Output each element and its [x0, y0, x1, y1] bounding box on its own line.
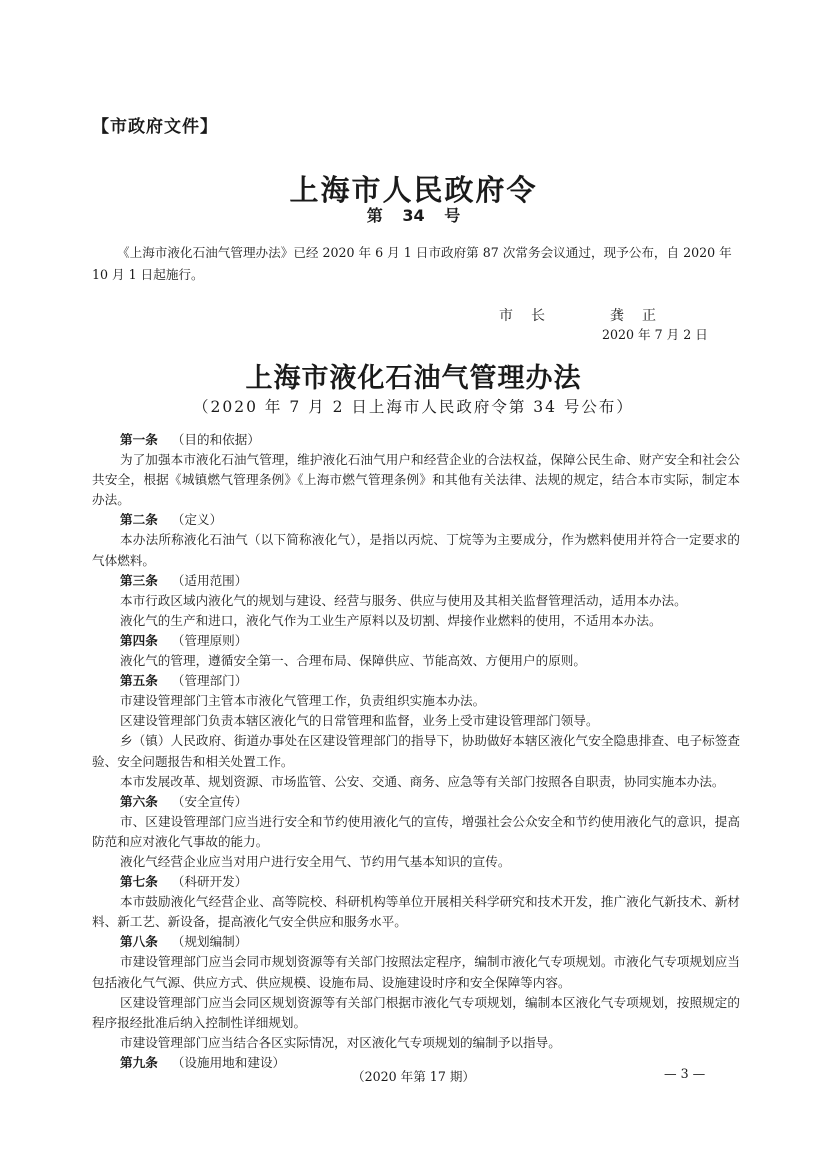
article-paragraph: 本市鼓励液化气经营企业、高等院校、科研机构等单位开展相关科学研究和技术开发，推广液化气新技术、新材料、新工艺、新设备，提高液化气安全供应和服务水平。: [92, 894, 740, 930]
article-paragraph: 市建设管理部门应当会同市规划资源等有关部门按照法定程序，编制市液化气专项规划。市液化气专项规划应当包括液化气气源、供应方式、供应规模、设施布局、设施建设时序和安全保障等内容。: [92, 954, 740, 990]
article-heading: [92, 872, 740, 892]
article-heading: [92, 510, 740, 530]
article-heading: [92, 430, 740, 450]
page-number: — 3 —: [664, 1066, 706, 1081]
article-number: 第七条: [120, 874, 158, 890]
preamble-paragraph: 《上海市液化石油气管理办法》已经 2020 年 6 月 1 日市政府第 87 次常务会议通过，现予公布，自 2020 年 10 月 1 日起施行。: [92, 245, 732, 282]
article-topic: （管理部门）: [171, 673, 248, 689]
article-topic: （定义）: [171, 512, 223, 528]
article-paragraph: 乡（镇）人民政府、街道办事处在区建设管理部门的指导下，协助做好本辖区液化气安全隐患排查、电子标签查验、安全问题报告和相关处置工作。: [92, 733, 740, 769]
article-heading: [92, 671, 740, 691]
issue-number: （2020 年第 17 期）: [351, 1069, 476, 1084]
article-topic: （安全宣传）: [171, 793, 248, 809]
signer-name: 龚正: [610, 308, 674, 324]
signing-date: 2020 年 7 月 2 日: [602, 327, 708, 342]
article-topic: （管理原则）: [171, 632, 248, 648]
article-topic: （规划编制）: [171, 934, 248, 950]
article-paragraph: 市建设管理部门应当结合各区实际情况，对区液化气专项规划的编制予以指导。: [120, 1034, 561, 1050]
article-paragraph: 市建设管理部门主管本市液化气管理工作，负责组织实施本办法。: [120, 693, 486, 709]
article-paragraph: 本办法所称液化石油气（以下简称液化气），是指以丙烷、丁烷等为主要成分，作为燃料使用并符合一定要求的气体燃料。: [92, 532, 740, 568]
article-heading: [92, 571, 740, 591]
article-number: 第九条: [120, 1054, 158, 1070]
article-topic: （适用范围）: [171, 572, 248, 588]
article-paragraph: 区建设管理部门应当会同区规划资源等有关部门根据市液化气专项规划，编制本区液化气专项规划，按照规定的程序报经批准后纳入控制性详细规划。: [92, 994, 740, 1030]
article-heading: [92, 631, 740, 651]
regulation-body: [92, 430, 740, 1073]
decree-title: 上海市人民政府令: [289, 173, 538, 207]
article-paragraph: 液化气的生产和进口，液化气作为工业生产原料以及切割、焊接作业燃料的使用，不适用本办法。: [120, 612, 662, 628]
article-paragraph: 本市发展改革、规划资源、市场监管、公安、交通、商务、应急等有关部门按照各自职责，协同实施本办法。: [120, 773, 725, 789]
article-number: 第二条: [120, 512, 158, 528]
article-paragraph: 液化气的管理，遵循安全第一、合理布局、保障供应、节能高效、方便用户的原则。: [120, 653, 586, 669]
regulation-title: 上海市液化石油气管理办法: [245, 363, 582, 394]
article-number: 第三条: [120, 572, 158, 588]
article-topic: （目的和依据）: [171, 432, 260, 447]
article-paragraph: 液化气经营企业应当对用户进行安全用气、节约用气基本知识的宣传。: [120, 853, 511, 869]
decree-number: 第 34 号: [366, 206, 461, 225]
regulation-subtitle: （2020 年 7 月 2 日上海市人民政府令第 34 号公布）: [193, 398, 634, 416]
article-number: 第一条: [120, 432, 158, 447]
article-paragraph: 本市行政区域内液化气的规划与建设、经营与服务、供应与使用及其相关监督管理活动，适用本办法。: [120, 592, 687, 608]
article-paragraph: 为了加强本市液化石油气管理，维护液化石油气用户和经营企业的合法权益，保障公民生命、财产安全和社会公共安全，根据《城镇燃气管理条例》《上海市燃气管理条例》和其他有关法律、法规的规定，结合本市实际，制定本办法。: [92, 452, 740, 508]
article-heading: [92, 792, 740, 812]
signer-role: 市长: [499, 308, 563, 324]
document-category-tag: 【市政府文件】: [92, 117, 218, 137]
article-number: 第六条: [120, 793, 158, 809]
article-number: 第四条: [120, 632, 158, 648]
article-number: 第五条: [120, 673, 158, 689]
article-paragraph: 区建设管理部门负责本辖区液化气的日常管理和监督，业务上受市建设管理部门领导。: [120, 713, 599, 729]
article-paragraph: 市、区建设管理部门应当进行安全和节约使用液化气的宣传，增强社会公众安全和节约使用液化气的意识，提高防范和应对液化气事故的能力。: [92, 813, 740, 849]
article-number: 第八条: [120, 934, 158, 950]
article-heading: [92, 932, 740, 952]
article-topic: （科研开发）: [171, 874, 248, 890]
article-topic: （设施用地和建设）: [171, 1054, 286, 1070]
